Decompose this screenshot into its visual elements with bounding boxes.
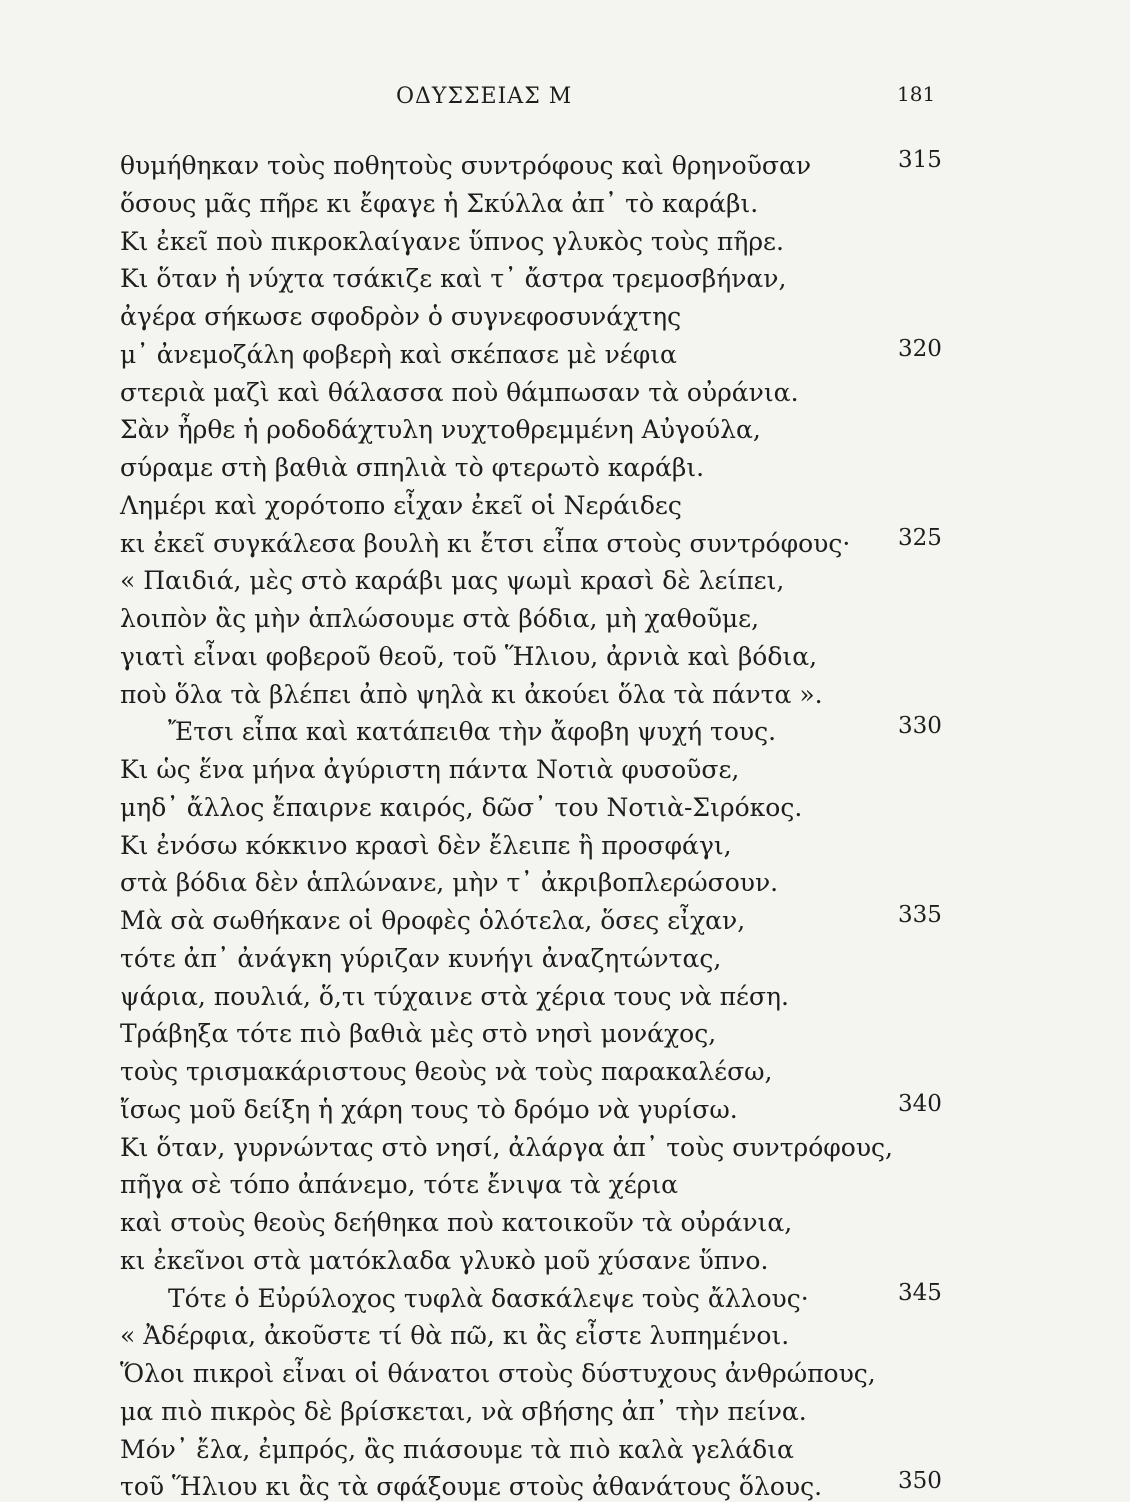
verse-line: μηδ᾽ ἄλλος ἔπαιρνε καιρός, δῶσ᾽ του Νοτιὰ-Σιρόκος. <box>120 793 803 822</box>
line-number: 330 <box>898 713 942 739</box>
verse-line: κι ἐκεῖνοι στὰ ματόκλαδα γλυκὸ μοῦ χύσανε ὕπνο. <box>120 1246 769 1275</box>
line-number: 320 <box>898 336 942 362</box>
verse-line: Λημέρι καὶ χορότοπο εἶχαν ἐκεῖ οἱ Νεράιδες <box>120 491 682 520</box>
verse-line: Τράβηξα τότε πιὸ βαθιὰ μὲς στὸ νησὶ μονάχος, <box>120 1019 717 1048</box>
verse-line: τοῦ Ἥλιου κι ἂς τὰ σφάξουμε στοὺς ἀθανάτους ὅλους. <box>120 1472 823 1501</box>
verse-line: ἴσως μοῦ δείξη ἡ χάρη τους τὸ δρόμο νὰ γυρίσω. <box>120 1095 738 1124</box>
verse-line: ἀγέρα σήκωσε σφοδρὸν ὁ συγνεφοσυνάχτης <box>120 302 682 331</box>
verse-line: ὅσους μᾶς πῆρε κι ἔφαγε ἡ Σκύλλα ἀπ᾽ τὸ καράβι. <box>120 189 759 218</box>
verse-line: θυμήθηκαν τοὺς ποθητοὺς συντρόφους καὶ θρηνοῦσαν <box>120 151 812 180</box>
verse-line: μ᾽ ἀνεμοζάλη φοβερὴ καὶ σκέπασε μὲ νέφια <box>120 340 677 369</box>
verse-line: στὰ βόδια δὲν ἁπλώνανε, μὴν τ᾽ ἀκριβοπλερώσουν. <box>120 868 779 897</box>
verse-line: Κι ὅταν, γυρνώντας στὸ νησί, ἀλάργα ἀπ᾽ τοὺς συντρόφους, <box>120 1133 893 1162</box>
page-number: 181 <box>897 82 936 106</box>
verse-line: καὶ στοὺς θεοὺς δεήθηκα ποὺ κατοικοῦν τὰ οὐράνια, <box>120 1208 793 1237</box>
verse-line: ποὺ ὅλα τὰ βλέπει ἀπὸ ψηλὰ κι ἀκούει ὅλα τὰ πάντα ». <box>120 680 823 709</box>
verse-line: Κι ἐνόσω κόκκινο κρασὶ δὲν ἔλειπε ἢ προσφάγι, <box>120 831 732 860</box>
verse-line: Κι ὡς ἕνα μήνα ἀγύριστη πάντα Νοτιὰ φυσοῦσε, <box>120 755 740 784</box>
line-number: 340 <box>898 1091 942 1117</box>
verse-line: « Ἀδέρφια, ἀκοῦστε τί θὰ πῶ, κι ἂς εἶστε λυπημένοι. <box>120 1321 790 1350</box>
verse-line: λοιπὸν ἂς μὴν ἁπλώσουμε στὰ βόδια, μὴ χαθοῦμε, <box>120 604 760 633</box>
verse-line: Τότε ὁ Εὐρύλοχος τυφλὰ δασκάλεψε τοὺς ἄλλους· <box>168 1284 809 1313</box>
verse-line: Μόν᾽ ἔλα, ἐμπρός, ἂς πιάσουμε τὰ πιὸ καλὰ γελάδια <box>120 1435 794 1464</box>
verse-line: Μὰ σὰ σωθήκανε οἱ θροφὲς ὁλότελα, ὅσες εἶχαν, <box>120 906 746 935</box>
line-number: 325 <box>898 525 942 551</box>
verse-line: κι ἐκεῖ συγκάλεσα βουλὴ κι ἔτσι εἶπα στοὺς συντρόφους· <box>120 529 851 558</box>
verse-line: πῆγα σὲ τόπο ἀπάνεμο, τότε ἔνιψα τὰ χέρια <box>120 1170 679 1199</box>
verse-line: « Παιδιά, μὲς στὸ καράβι μας ψωμὶ κρασὶ δὲ λείπει, <box>120 566 785 595</box>
verse-line: σύραμε στὴ βαθιὰ σπηλιὰ τὸ φτερωτὸ καράβι. <box>120 453 705 482</box>
verse-line: Ὅλοι πικροὶ εἶναι οἱ θάνατοι στοὺς δύστυχους ἀνθρώπους, <box>120 1359 876 1388</box>
verse-line: Ἔτσι εἶπα καὶ κατάπειθα τὴν ἄφοβη ψυχή τους. <box>168 717 777 746</box>
line-number: 345 <box>898 1280 942 1306</box>
verse-line: μα πιὸ πικρὸς δὲ βρίσκεται, νὰ σβήσης ἀπ᾽ τὴν πείνα. <box>120 1397 807 1426</box>
verse-line: ψάρια, πουλιά, ὅ,τι τύχαινε στὰ χέρια τους νὰ πέση. <box>120 982 789 1011</box>
line-number: 335 <box>898 902 942 928</box>
verse-line: τοὺς τρισμακάριστους θεοὺς νὰ τοὺς παρακαλέσω, <box>120 1057 773 1086</box>
verse-line: στεριὰ μαζὶ καὶ θάλασσα ποὺ θάμπωσαν τὰ οὐράνια. <box>120 378 799 407</box>
verse-line: γιατὶ εἶναι φοβεροῦ θεοῦ, τοῦ Ἥλιου, ἀρνιὰ καὶ βόδια, <box>120 642 818 671</box>
line-number: 350 <box>898 1468 942 1494</box>
verse-line: τότε ἀπ᾽ ἀνάγκη γύριζαν κυνήγι ἀναζητώντας, <box>120 944 722 973</box>
line-number: 315 <box>898 147 942 173</box>
verse-line: Κι ἐκεῖ ποὺ πικροκλαίγανε ὕπνος γλυκὸς τοὺς πῆρε. <box>120 227 784 256</box>
verse-line: Σὰν ἦρθε ἡ ροδοδάχτυλη νυχτοθρεμμένη Αὐγούλα, <box>120 415 761 444</box>
verse-line: Κι ὅταν ἡ νύχτα τσάκιζε καὶ τ᾽ ἄστρα τρεμοσβήναν, <box>120 264 787 293</box>
running-title: ΟΔΥΣΣΕΙΑΣ Μ <box>396 84 573 109</box>
